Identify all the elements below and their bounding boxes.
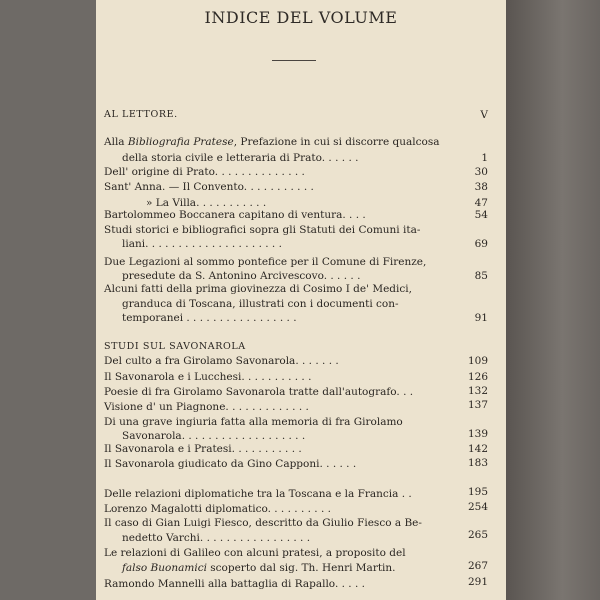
toc-entry: Di una grave ingiuria fatta alla memoria di fra Girolamo — [104, 416, 403, 428]
toc-entry: falso Buonamici scoperto dal sig. Th. Henri Martin. — [122, 562, 396, 574]
toc-entry: Sant' Anna. — Il Convento. . . . . . . . . . . — [104, 181, 314, 193]
page-edge-background — [506, 0, 600, 600]
toc-entry: Il Savonarola e i Pratesi. . . . . . . . . . . — [104, 443, 302, 455]
toc-page: 30 — [474, 166, 488, 178]
toc-entry: Del culto a fra Girolamo Savonarola. . . . . . . — [104, 355, 339, 367]
toc-entry: Il Savonarola e i Lucchesi. . . . . . . . . . . — [104, 371, 312, 383]
toc-entry: Le relazioni di Galileo con alcuni pratesi, a proposito del — [104, 547, 406, 559]
toc-entry: Due Legazioni al sommo pontefice per il Comune di Firenze, — [104, 256, 427, 268]
toc-entry: temporanei . . . . . . . . . . . . . . . . . — [122, 312, 297, 324]
toc-page: 183 — [467, 457, 488, 469]
toc-entry: presedute da S. Antonino Arcivescovo. . . . . . — [122, 270, 361, 282]
toc-entry: Lorenzo Magalotti diplomatico. . . . . . . . . . — [104, 503, 331, 515]
toc-page: 254 — [467, 501, 488, 513]
toc-entry: Il caso di Gian Luigi Fiesco, descritto da Giulio Fiesco a Be- — [104, 517, 422, 529]
lettore-label: AL LETTORE. — [104, 109, 178, 120]
toc-entry: Poesie di fra Girolamo Savonarola tratte dall'autografo. . . — [104, 386, 414, 398]
toc-entry: Delle relazioni diplomatiche tra la Toscana e la Francia . . — [104, 488, 412, 500]
toc-page: 109 — [467, 355, 488, 367]
toc-page: 267 — [467, 560, 488, 572]
toc-page: 38 — [474, 181, 488, 193]
toc-entry: Dell' origine di Prato. . . . . . . . . . . . . . — [104, 166, 305, 178]
toc-entry: Alcuni fatti della prima giovinezza di Cosimo I de' Medici, — [104, 283, 412, 295]
toc-page: 54 — [474, 209, 488, 221]
toc-entry: Bartolommeo Boccanera capitano di ventura. . . . — [104, 209, 366, 221]
toc-page: 91 — [474, 312, 488, 324]
toc-page: 139 — [467, 428, 488, 440]
toc-page: 126 — [467, 371, 488, 383]
toc-page: 85 — [474, 270, 488, 282]
toc-entry: nedetto Varchi. . . . . . . . . . . . . . . . . — [122, 532, 311, 544]
toc-page: 1 — [481, 152, 488, 164]
lettore-page: V — [480, 109, 488, 121]
toc-entry: Ramondo Mannelli alla battaglia di Rapallo. . . . . — [104, 578, 365, 590]
toc-page: 47 — [474, 197, 488, 209]
toc-page: 137 — [467, 399, 488, 411]
toc-entry: Alla Bibliografia Pratese, Prefazione in cui si discorre qualcosa — [104, 136, 440, 148]
toc-page: 195 — [467, 486, 488, 498]
toc-page: 69 — [474, 238, 488, 250]
toc-entry: » La Villa. . . . . . . . . . . — [146, 197, 267, 209]
toc-page: 142 — [467, 443, 488, 455]
page-title: INDICE DEL VOLUME — [204, 8, 398, 27]
toc-page: 291 — [467, 576, 488, 588]
toc-entry: della storia civile e letteraria di Prato. . . . . . — [122, 152, 359, 164]
document-page — [96, 0, 506, 600]
toc-entry: Savonarola. . . . . . . . . . . . . . . . . . . — [122, 430, 306, 442]
toc-entry: Studi storici e bibliografici sopra gli Statuti dei Comuni ita- — [104, 224, 421, 236]
toc-entry: liani. . . . . . . . . . . . . . . . . . . . . — [122, 238, 282, 250]
toc-entry: Visione d' un Piagnone. . . . . . . . . . . . . — [104, 401, 309, 413]
section-heading: STUDI SUL SAVONAROLA — [104, 341, 246, 352]
title-rule — [272, 60, 316, 61]
toc-page: 132 — [467, 385, 488, 397]
toc-page: 265 — [467, 529, 488, 541]
toc-entry: Il Savonarola giudicato da Gino Capponi. . . . . . — [104, 458, 357, 470]
toc-entry: granduca di Toscana, illustrati con i documenti con- — [122, 298, 399, 310]
